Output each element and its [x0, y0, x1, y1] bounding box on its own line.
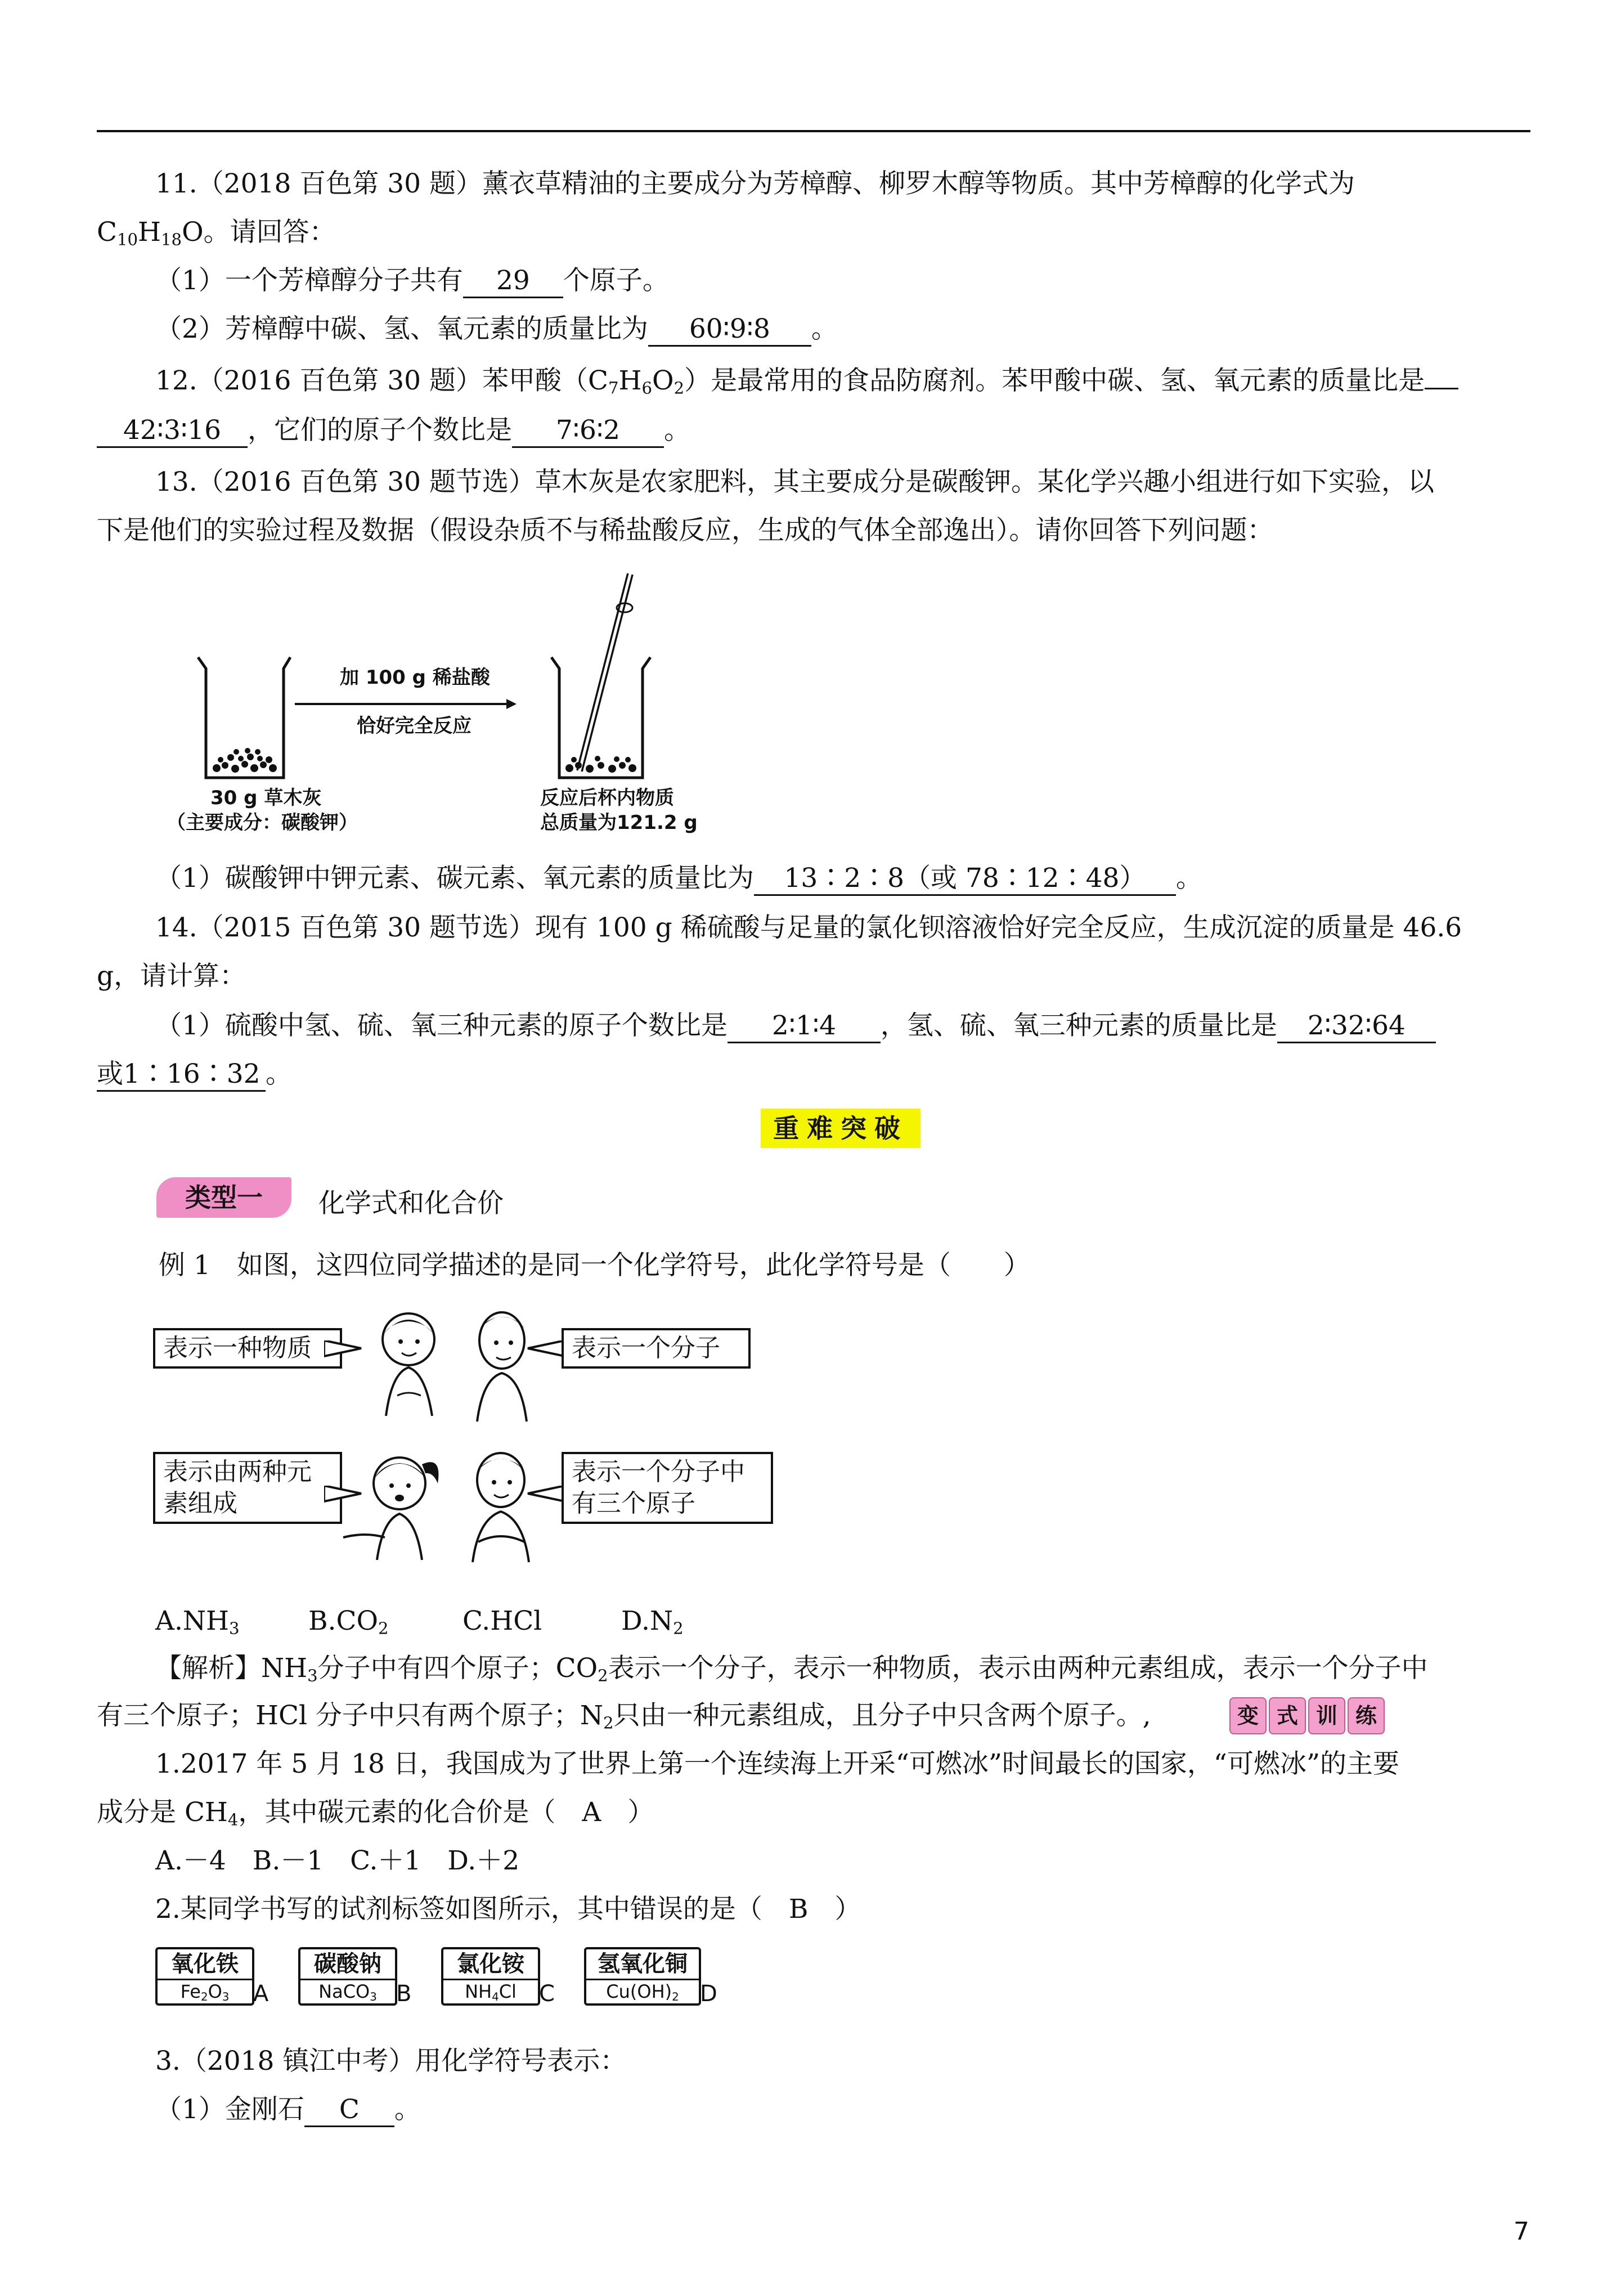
q13-sub1: （1）碳酸钾中钾元素、碳元素、氧元素的质量比为 13∶2∶8（或 78∶12∶48） 。 — [155, 861, 1202, 896]
q11-sub2: （2）芳樟醇中碳、氢、氧元素的质量比为 60∶9∶8 。 — [155, 312, 838, 347]
label-letter-b: B — [396, 1981, 412, 2007]
reagent-label-c: 氯化铵 $NH_4Cl$ — [441, 1947, 540, 2006]
q14-answer2b: 或1∶16∶32 — [97, 1059, 266, 1092]
q11-sub1-answer: 29 — [463, 265, 563, 298]
section-banner: 重难突破 — [761, 1109, 920, 1148]
q13-line1: 13.（2016 百色第 30 题节选）草木灰是农家肥料，其主要成分是碳酸钾。某化学兴趣小组进行如下实验，以 — [155, 467, 1434, 497]
right-figure-label: 反应后杯内物质 — [540, 787, 674, 809]
right-figure-sublabel: 总质量为121.2 g — [540, 811, 698, 834]
page-number: 7 — [1514, 2217, 1529, 2246]
header-rule — [97, 130, 1530, 132]
analysis-line1: 【解析】$NH_3$分子中有四个原子；$CO_2$表示一个分子，表示一种物质，表示由两种元素组成，表示一个分子中 — [155, 1653, 1428, 1685]
p2-line1: 2.某同学书写的试剂标签如图所示，其中错误的是（ B ） — [155, 1894, 861, 1925]
p1-line1: 1.2017 年 5 月 18 日，我国成为了世界上第一个连续海上开采“可燃冰”时间最长的国家，“可燃冰”的主要 — [155, 1748, 1399, 1779]
q11-line1: 11.（2018 百色第 30 题）薰衣草精油的主要成分为芳樟醇、柳罗木醇等物质。其中芳樟醇的化学式为 — [155, 168, 1355, 199]
q14-line2: g，请计算： — [97, 961, 246, 992]
analysis-line2: 有三个原子；HCl 分子中只有两个原子；$N_2$只由一种元素组成，且分子中只含两个原子。, — [97, 1700, 1151, 1733]
right-beaker-icon — [546, 568, 658, 782]
q12-answer1: 42∶3∶16 — [97, 415, 248, 448]
arrow-bottom-label: 恰好完全反应 — [357, 715, 472, 737]
student-girl-ponytail-icon — [338, 1438, 450, 1562]
left-figure-label: 30 g 草木灰 — [210, 787, 322, 809]
q11-line2: $C_{10}H_{18}O$。请回答： — [97, 217, 336, 249]
student-boy-icon — [466, 1306, 539, 1424]
p3-line1: 3.（2018 镇江中考）用化学符号表示： — [155, 2046, 627, 2077]
q12-answer2: 7∶6∶2 — [512, 415, 664, 448]
q12-line1: 12.（2016 百色第 30 题）苯甲酸$(C_7H_6O_2)$是最常用的食品防腐剂。苯甲酸中碳、氢、氧元素的质量比是 — [155, 364, 1458, 405]
q14-answer2a: 2∶32∶64 — [1277, 1010, 1436, 1043]
example1-question: 例 1 如图，这四位同学描述的是同一个化学符号，此化学符号是（ ） — [159, 1250, 1030, 1281]
q11-sub1: （1）一个芳樟醇分子共有 29 个原子。 — [155, 263, 669, 298]
student-boy-arms-icon — [461, 1446, 546, 1564]
q14-line4: 或1∶16∶32 。 — [97, 1057, 292, 1092]
type-tag: 类型一 — [156, 1177, 291, 1218]
q13-line2: 下是他们的实验过程及数据（假设杂质不与稀盐酸反应，生成的气体全部逸出）。请你回答下列问题： — [97, 515, 1274, 546]
q14-line1: 14.（2015 百色第 30 题节选）现有 100 g 稀硫酸与足量的氯化钡溶液恰好完全反应，生成沉淀的质量是 46.6 — [155, 912, 1462, 943]
reagent-label-b: 碳酸钠 NaCO$_3$ — [298, 1947, 397, 2006]
reaction-arrow-icon — [293, 696, 518, 712]
reagent-label-a: 氧化铁 $Fe_2O_3$ — [155, 1947, 254, 2006]
reagent-label-d: 氢氧化铜 $Cu(OH)_2$ — [584, 1947, 701, 2006]
bubble-pointer-icon — [526, 1486, 565, 1503]
example1-option-b: $B.CO_2$ — [308, 1606, 389, 1638]
label-letter-d: D — [700, 1981, 717, 2007]
example1-option-a: $A.NH_3$ — [155, 1606, 240, 1638]
bubble-pointer-icon — [526, 1340, 565, 1357]
q14-answer1: 2∶1∶4 — [728, 1010, 881, 1043]
arrow-top-label: 加 100 g 稀盐酸 — [340, 666, 490, 689]
bubble-two-elements: 表示由两种元素组成 — [153, 1452, 342, 1524]
example1-option-c: C.HCl — [462, 1606, 542, 1636]
label-letter-a: A — [253, 1981, 269, 2007]
student-girl-icon — [369, 1306, 453, 1418]
example1-option-d: $D.N_2$ — [621, 1606, 684, 1638]
q13-sub1-answer: 13∶2∶8（或 78∶12∶48） — [754, 863, 1176, 896]
q11-sub2-answer: 60∶9∶8 — [648, 313, 811, 347]
type-title: 化学式和化合价 — [318, 1188, 504, 1219]
bubble-one-substance: 表示一种物质 — [153, 1328, 342, 1369]
p1-options: A.－4 B.－1 C.＋1 D.＋2 — [155, 1845, 520, 1876]
bubble-pointer-icon — [324, 1340, 363, 1357]
q14-sub1: （1）硫酸中氢、硫、氧三种元素的原子个数比是 2∶1∶4 ，氢、硫、氧三种元素的质量比是 2∶32∶64 — [155, 1008, 1436, 1043]
p3-sub1-answer: C — [304, 2094, 394, 2127]
practice-badge: 变 式 训 练 — [1229, 1697, 1385, 1733]
p1-line2: 成分是 $CH_4$，其中碳元素的化合价是（ A ） — [97, 1797, 654, 1829]
bubble-three-atoms: 表示一个分子中有三个原子 — [562, 1452, 773, 1524]
left-figure-sublabel: （主要成分：碳酸钾） — [167, 811, 358, 834]
left-beaker-icon — [191, 653, 293, 782]
label-letter-c: C — [539, 1981, 555, 2007]
bubble-one-molecule: 表示一个分子 — [562, 1328, 751, 1369]
p3-sub1: （1）金刚石 C 。 — [155, 2092, 421, 2127]
q12-line2: 42∶3∶16 ，它们的原子个数比是 7∶6∶2 。 — [97, 413, 690, 448]
